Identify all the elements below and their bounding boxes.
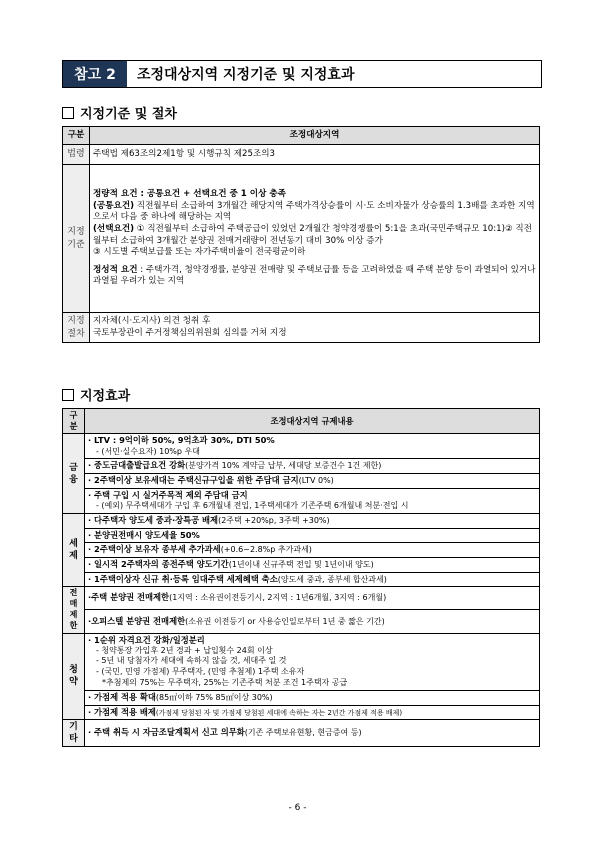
select-req: (선택요건) ① 직전월부터 소급하여 주택공급이 있었던 2개월간 청약경쟁률이 5:1을 초과(국민주택규모 10:1)② 직전월부터 소급하여 3개월간 분양권 전매거래량이 전년동기 대비 30% 이상 증가 — [93, 223, 532, 246]
qual-req: 정성적 요건 : 주택가격, 청약경쟁률, 분양권 전매량 및 주택보급률 등을 고려하였을 때 주택 분양 등이 과열되어 있거나 과열될 우려가 있는 지역 — [93, 264, 536, 287]
section-title: 지정효과 — [80, 389, 131, 404]
select-req-3: ③ 시도별 주택보급률 또는 자가주택비율이 전국평균이하 — [93, 247, 306, 258]
subscription-item: · 가점제 적용 확대(85㎡이하 75% 85㎡이상 30%) — [85, 690, 540, 705]
checkbox-icon — [62, 107, 74, 119]
category-finance: 금융 — [63, 434, 85, 514]
category-cell: 법령 — [63, 145, 90, 165]
etc-item: · 주택 취득 시 자금조달계획서 신고 의무화(기존 주택보유현황, 현금증여 등) — [85, 720, 540, 747]
category-subscription: 청약 — [63, 633, 85, 720]
finance-item: · 중도금대출발급요건 강화(분양가격 10% 계약금 납부, 세대당 보증건수 1건 제한) — [85, 459, 540, 474]
tax-item: · 일시적 2주택자의 종전주택 양도기간(1년이내 신규주택 전입 및 1년이내 양도) — [85, 557, 540, 572]
title-tag: 참고 2 — [63, 61, 127, 87]
criteria-table — [62, 126, 540, 343]
tax-item: · 1주택이상자 신규 취·등록 임대주택 세제혜택 축소(양도세 중과, 종부세 합산과세) — [85, 572, 540, 587]
category-cell: 지정 기준 — [63, 165, 90, 313]
resale-item: ·오피스텔 분양권 전매제한(소유권 이전등기 or 사용승인일로부터 1년 중 짧은 기간) — [85, 610, 540, 633]
tax-item: · 다주택자 양도세 중과·장특공 배제(2주택 +20%p, 3주택 +30%) — [85, 513, 540, 528]
subscription-item: · 가점제 적용 배제(가점제 당첨된 자 및 가점제 당첨된 세대에 속하는 자는 2년간 가점제 적용 배제) — [85, 705, 540, 719]
resale-item: ·주택 분양권 전매제한(1지역 : 소유권이전등기시, 2지역 : 1년6개월, 3지역 : 6개월) — [85, 587, 540, 610]
header-cell: 구분 — [63, 127, 90, 145]
category-resale: 전매 제한 — [63, 587, 85, 633]
procedure-cell: 지자체(시·도지사) 의견 청취 후 국토부장관이 주거정책심의위원회 심의를 거쳐 지정 — [90, 313, 540, 343]
quant-header: 정량적 요건 : 공통요건 + 선택요건 중 1 이상 충족 — [93, 189, 286, 200]
section-effects — [62, 385, 130, 404]
finance-item: · 2주택이상 보유세대는 주택신규구입을 위한 주담대 금지(LTV 0%) — [85, 474, 540, 489]
subscription-item: · 1순위 자격요건 강화/일정분리 - 청약통장 가입후 2년 경과 + 납입횟수 24회 이상 - 5년 내 당첨자가 세대에 속하지 않을 것, 세대주 일 것 - (국민, 민영 가점제) 무주택자, (민영 추첨제) 1주택 소유자 *추첨제의 75%는 무주택자, 25%는 기존주택 처분 조건 1주택자 공급 — [85, 633, 540, 690]
checkbox-icon — [62, 389, 74, 401]
page-title: 조정대상지역 지정기준 및 지정효과 — [137, 67, 355, 83]
criteria-cell — [90, 165, 540, 313]
title-bar — [62, 60, 542, 88]
law-cell: 주택법 제63조의2제1항 및 시행규칙 제25조의3 — [90, 145, 540, 165]
tax-item: · 분양권전매시 양도세율 50% — [85, 528, 540, 542]
section-criteria — [62, 103, 177, 122]
finance-item: · LTV : 9억이하 50%, 9억초과 30%, DTI 50% - (서민·실수요자) 10%p 우대 — [85, 434, 540, 459]
header-cell: 조정대상지역 규제내용 — [85, 409, 540, 434]
header-cell: 조정대상지역 — [90, 127, 540, 145]
effects-table — [62, 408, 540, 747]
category-etc: 기타 — [63, 720, 85, 747]
common-req: (공통요건) 직전월부터 소급하여 3개월간 해당지역 주택가격상승률이 시·도 소비자물가 상승률의 1.3배를 초과한 지역으로서 다음 중 하나에 해당하는 지역 — [93, 200, 535, 223]
header-cell: 구분 — [63, 409, 85, 434]
category-tax: 세제 — [63, 513, 85, 586]
tax-item: · 2주택이상 보유자 종부세 추가과세(+0.6~2.8%p 추가과세) — [85, 542, 540, 557]
category-cell: 지정 절차 — [63, 313, 90, 343]
section-title: 지정기준 및 절차 — [80, 107, 177, 122]
page-number: - 6 - — [288, 803, 307, 813]
finance-item: · 주택 구입 시 실거주목적 제외 주담대 금지 - (예외) 무주택세대가 구입 후 6개월내 전입, 1주택세대가 기존주택 6개월내 처분·전입 시 — [85, 488, 540, 513]
